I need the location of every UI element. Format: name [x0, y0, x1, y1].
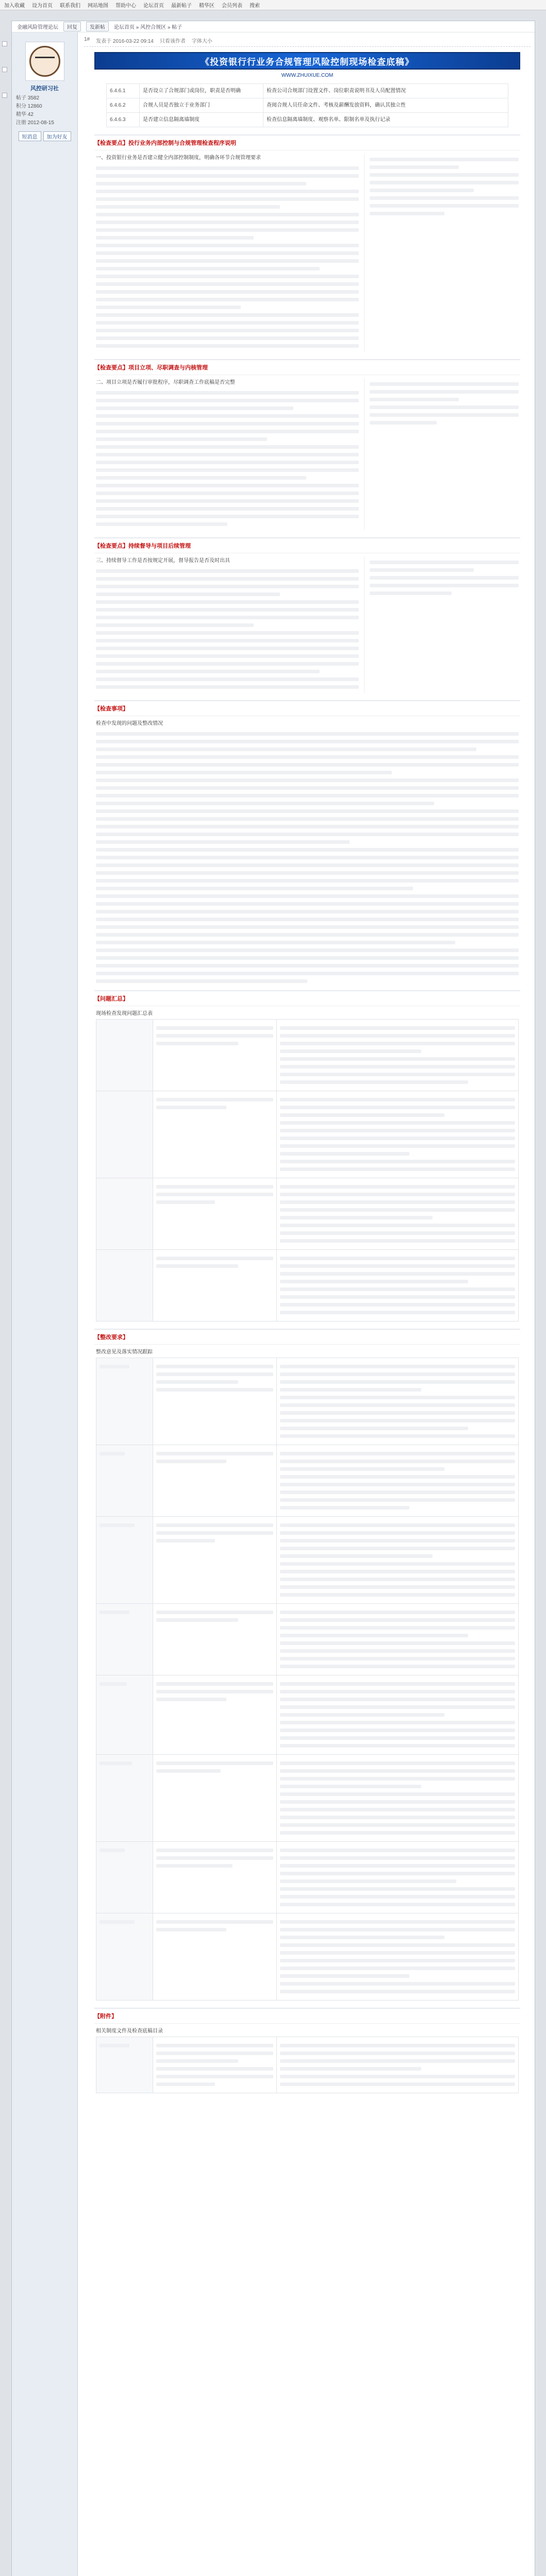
- side-notes-placeholder: [364, 154, 519, 352]
- item-detail: 检查信息隔离墙制度、观察名单、限制名单及执行记录: [263, 113, 508, 127]
- section-note: 二、项目立项是否履行审批程序，尽职调查工作底稿是否完整: [96, 380, 235, 385]
- section-rectification: [94, 1329, 520, 2001]
- author-stat: 积分 12860: [16, 104, 42, 109]
- item-detail: 查阅合规人员任命文件、考核及薪酬发放资料，确认其独立性: [263, 98, 508, 113]
- section-columns: [96, 556, 519, 693]
- section-text: [96, 556, 359, 693]
- section-internal-control: [94, 134, 520, 352]
- table-row: [107, 113, 508, 127]
- section-columns: [96, 378, 519, 530]
- banner-site: WWW.ZHUIXUE.COM: [281, 73, 334, 78]
- table-row: [107, 98, 508, 113]
- author-name[interactable]: 风控研习社: [30, 86, 59, 92]
- section-heading: 【附件】: [94, 2009, 520, 2024]
- section-note: 现场检查发现问题汇总表: [96, 1011, 153, 1016]
- item-detail: 检查公司合规部门设置文件、岗位职责说明书及人员配置情况: [263, 84, 508, 98]
- table-row: [96, 1020, 519, 1091]
- pm-button[interactable]: 短消息: [19, 131, 41, 141]
- top-menu-item[interactable]: 设为首页: [32, 3, 53, 9]
- text-block-placeholder: [96, 166, 359, 348]
- text-block-placeholder: [96, 732, 519, 983]
- post-meta: [84, 37, 531, 47]
- top-menu-item[interactable]: 联系我们: [60, 3, 80, 9]
- add-friend-button[interactable]: 加为好友: [43, 131, 71, 141]
- avatar[interactable]: [25, 42, 64, 81]
- section-note: 相关制度文件及检查底稿目录: [96, 2028, 163, 2034]
- forum-title[interactable]: 金融风险管理论坛: [17, 25, 58, 30]
- table-row: [96, 1913, 519, 2001]
- top-menu-item[interactable]: 精华区: [199, 3, 214, 9]
- author-sidebar: [12, 32, 78, 2576]
- item-title: 是否建立信息隔离墙制度: [140, 113, 263, 127]
- top-menu-item[interactable]: 网站地图: [88, 3, 108, 9]
- section-heading: 【检查要点】持续督导与项目后续管理: [94, 538, 520, 553]
- top-menu-item[interactable]: 会员列表: [222, 3, 242, 9]
- post-body: [84, 37, 531, 2093]
- section-text: [96, 1009, 519, 1018]
- section-columns: [96, 154, 519, 352]
- title-banner: 《投资银行行业务合规管理风险控制现场检查底稿》: [94, 52, 520, 70]
- table-row: [96, 1517, 519, 1604]
- table-row: [96, 1091, 519, 1178]
- post-date: 发表于 2016-03-22 09:14: [96, 39, 154, 44]
- section-text: [96, 378, 359, 530]
- post-container: [11, 21, 535, 2576]
- top-menu-item[interactable]: 论坛首页: [143, 3, 164, 9]
- text-block-placeholder: [96, 391, 359, 526]
- section-text: [96, 719, 519, 728]
- item-number: 6.4.6.2: [107, 98, 140, 113]
- section-attachments: [94, 2008, 520, 2093]
- font-size-link[interactable]: 字体大小: [191, 39, 212, 44]
- item-number: 6.4.6.1: [107, 84, 140, 98]
- section-text: [96, 2027, 519, 2036]
- side-notes-placeholder: [364, 556, 519, 693]
- section-check-items: [94, 700, 520, 983]
- section-text: [96, 154, 359, 352]
- item-title: 合规人员是否独立于业务部门: [140, 98, 263, 113]
- breadcrumb: [12, 21, 535, 32]
- top-menu-item[interactable]: 最新帖子: [171, 3, 192, 9]
- section-heading: 【检查要点】项目立项、尽职调查与内核管理: [94, 360, 520, 375]
- breadcrumb-path[interactable]: 论坛首页 » 风控合规区 » 帖子: [114, 25, 183, 30]
- table-row: [107, 84, 508, 98]
- section-project-approval: [94, 359, 520, 530]
- section-heading: 【整改要求】: [94, 1330, 520, 1345]
- table-row: [96, 1250, 519, 1321]
- author-stat: 帖子 3582: [16, 95, 40, 101]
- check-items-table: [106, 83, 508, 127]
- item-number: 6.4.6.3: [107, 113, 140, 127]
- table-row: [96, 2037, 519, 2093]
- table-row: [96, 1604, 519, 1675]
- table-row: [96, 1358, 519, 1445]
- section-heading: 【检查事项】: [94, 701, 520, 716]
- section-note: 整改意见及落实情况跟踪: [96, 1349, 153, 1355]
- top-menu-bar: [0, 0, 546, 10]
- section-note: 三、持续督导工作是否按规定开展，督导报告是否及时出具: [96, 558, 230, 564]
- author-stat: 注册 2012-08-15: [16, 120, 54, 126]
- gutter-marker: [2, 67, 7, 72]
- gutter-marker: [2, 93, 7, 98]
- table-row: [96, 1178, 519, 1250]
- table-row: [96, 1675, 519, 1755]
- post-floor: 1#: [84, 37, 90, 42]
- section-heading: 【检查要点】投行业务内部控制与合规管理检查程序说明: [94, 135, 520, 150]
- only-author-link[interactable]: 只看该作者: [159, 39, 186, 44]
- table-row: [96, 1755, 519, 1842]
- section-supervision: [94, 537, 520, 693]
- section-text: [96, 1348, 519, 1357]
- side-notes-placeholder: [364, 378, 519, 530]
- top-menu-item[interactable]: 搜索: [250, 3, 260, 9]
- table-row: [96, 1842, 519, 1913]
- section-heading: 【问题汇总】: [94, 991, 520, 1006]
- issue-grid: [96, 1019, 519, 1321]
- new-post-button[interactable]: 发新帖: [86, 22, 109, 31]
- gutter-marker: [2, 41, 7, 46]
- avatar-face-icon: [29, 46, 60, 77]
- text-block-placeholder: [96, 569, 359, 689]
- section-note: 一、投资银行业务是否建立健全内部控制制度，明确各环节合规管理要求: [96, 155, 261, 161]
- top-menu-item[interactable]: 帮助中心: [115, 3, 136, 9]
- section-note: 检查中发现的问题及整改情况: [96, 721, 163, 726]
- rectification-grid: [96, 1358, 519, 2001]
- top-menu-item[interactable]: 加入收藏: [4, 3, 25, 9]
- left-gutter: [2, 21, 9, 2576]
- author-actions: [12, 131, 77, 141]
- section-issue-summary: [94, 990, 520, 1321]
- attachment-grid: [96, 2037, 519, 2093]
- author-stat: 精华 42: [16, 112, 34, 117]
- author-info: [12, 92, 77, 129]
- reply-button[interactable]: 回复: [63, 22, 81, 31]
- item-title: 是否设立了合规部门或岗位，职责是否明确: [140, 84, 263, 98]
- table-row: [96, 1445, 519, 1517]
